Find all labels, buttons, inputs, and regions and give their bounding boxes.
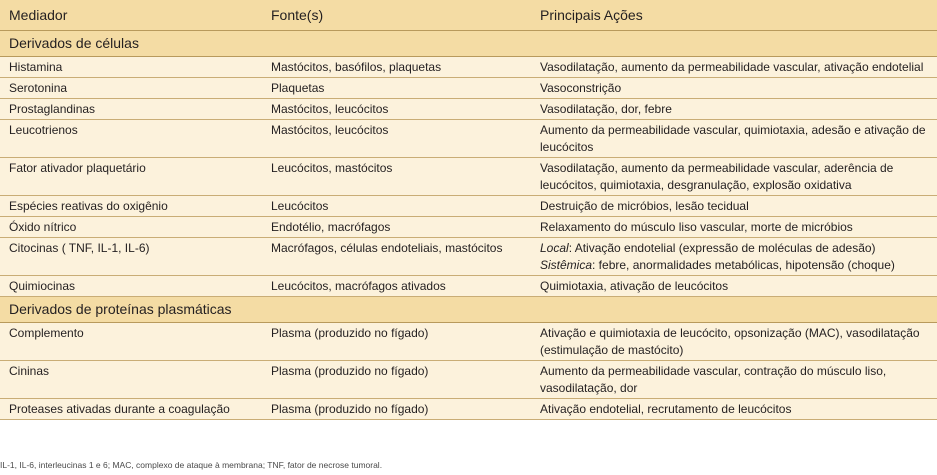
table-row-complemento [0, 323, 937, 361]
table-row-especies-reativas [0, 196, 937, 217]
header-mediator: Mediador [0, 0, 262, 31]
systemic-text: : febre, anormalidades metabólicas, hipotensão (choque) [592, 258, 895, 272]
table-row-citocinas [0, 238, 937, 276]
source-cell: Plasma (produzido no fígado) [262, 361, 531, 399]
mediator-cell: Complemento [0, 323, 262, 361]
mediator-cell: Espécies reativas do oxigênio [0, 196, 262, 217]
section-title-cells: Derivados de células [0, 31, 937, 57]
source-cell: Macrófagos, células endoteliais, mastócitos [262, 238, 531, 276]
table-row-quimiocinas [0, 276, 937, 297]
mediator-cell: Leucotrienos [0, 120, 262, 158]
source-cell: Plaquetas [262, 78, 531, 99]
table-footnote: IL-1, IL-6, interleucinas 1 e 6; MAC, complexo de ataque à membrana; TNF, fator de necrose tumoral. [0, 460, 383, 470]
source-cell: Plasma (produzido no fígado) [262, 399, 531, 420]
section-row-plasma [0, 297, 937, 323]
systemic-label: Sistêmica [540, 258, 593, 272]
table-row-cininas [0, 361, 937, 399]
actions-cell: Aumento da permeabilidade vascular, quimiotaxia, adesão e ativação de leucócitos [531, 120, 937, 158]
mediator-cell: Fator ativador plaquetário [0, 158, 262, 196]
mediator-cell: Histamina [0, 57, 262, 78]
local-label: Local [540, 241, 569, 255]
table-row-oxido-nitrico [0, 217, 937, 238]
source-cell: Mastócitos, leucócitos [262, 99, 531, 120]
local-text: : Ativação endotelial (expressão de moléculas de adesão) [568, 241, 876, 255]
table-row-proteases [0, 399, 937, 420]
section-row-cells [0, 31, 937, 57]
actions-cell: Vasodilatação, aumento da permeabilidade vascular, ativação endotelial [531, 57, 937, 78]
actions-cell: Vasodilatação, dor, febre [531, 99, 937, 120]
mediator-cell: Proteases ativadas durante a coagulação [0, 399, 262, 420]
table-row-leucotrienos [0, 120, 937, 158]
mediator-cell: Óxido nítrico [0, 217, 262, 238]
actions-cell [531, 238, 937, 276]
mediator-cell: Serotonina [0, 78, 262, 99]
mediator-cell: Prostaglandinas [0, 99, 262, 120]
header-source: Fonte(s) [262, 0, 531, 31]
mediator-cell: Quimiocinas [0, 276, 262, 297]
source-cell: Endotélio, macrófagos [262, 217, 531, 238]
actions-cell: Quimiotaxia, ativação de leucócitos [531, 276, 937, 297]
actions-cell: Ativação e quimiotaxia de leucócito, opsonização (MAC), vasodilatação (estimulação de mastócito) [531, 323, 937, 361]
actions-cell: Ativação endotelial, recrutamento de leucócitos [531, 399, 937, 420]
source-cell: Leucócitos, macrófagos ativados [262, 276, 531, 297]
source-cell: Leucócitos, mastócitos [262, 158, 531, 196]
table-row-serotonina [0, 78, 937, 99]
source-cell: Mastócitos, basófilos, plaquetas [262, 57, 531, 78]
table-header-row [0, 0, 937, 31]
source-cell: Plasma (produzido no fígado) [262, 323, 531, 361]
table-row-fator-ativador [0, 158, 937, 196]
actions-cell: Vasodilatação, aumento da permeabilidade vascular, aderência de leucócitos, quimiotaxia, desgranulação, explosão oxidativa [531, 158, 937, 196]
mediator-cell: Citocinas ( TNF, IL-1, IL-6) [0, 238, 262, 276]
actions-cell: Vasoconstrição [531, 78, 937, 99]
actions-cell: Relaxamento do músculo liso vascular, morte de micróbios [531, 217, 937, 238]
section-title-plasma: Derivados de proteínas plasmáticas [0, 297, 937, 323]
source-cell: Leucócitos [262, 196, 531, 217]
source-cell: Mastócitos, leucócitos [262, 120, 531, 158]
table-row-histamina [0, 57, 937, 78]
mediator-cell: Cininas [0, 361, 262, 399]
actions-cell: Aumento da permeabilidade vascular, contração do músculo liso, vasodilatação, dor [531, 361, 937, 399]
table-row-prostaglandinas [0, 99, 937, 120]
actions-cell: Destruição de micróbios, lesão tecidual [531, 196, 937, 217]
header-actions: Principais Ações [531, 0, 937, 31]
